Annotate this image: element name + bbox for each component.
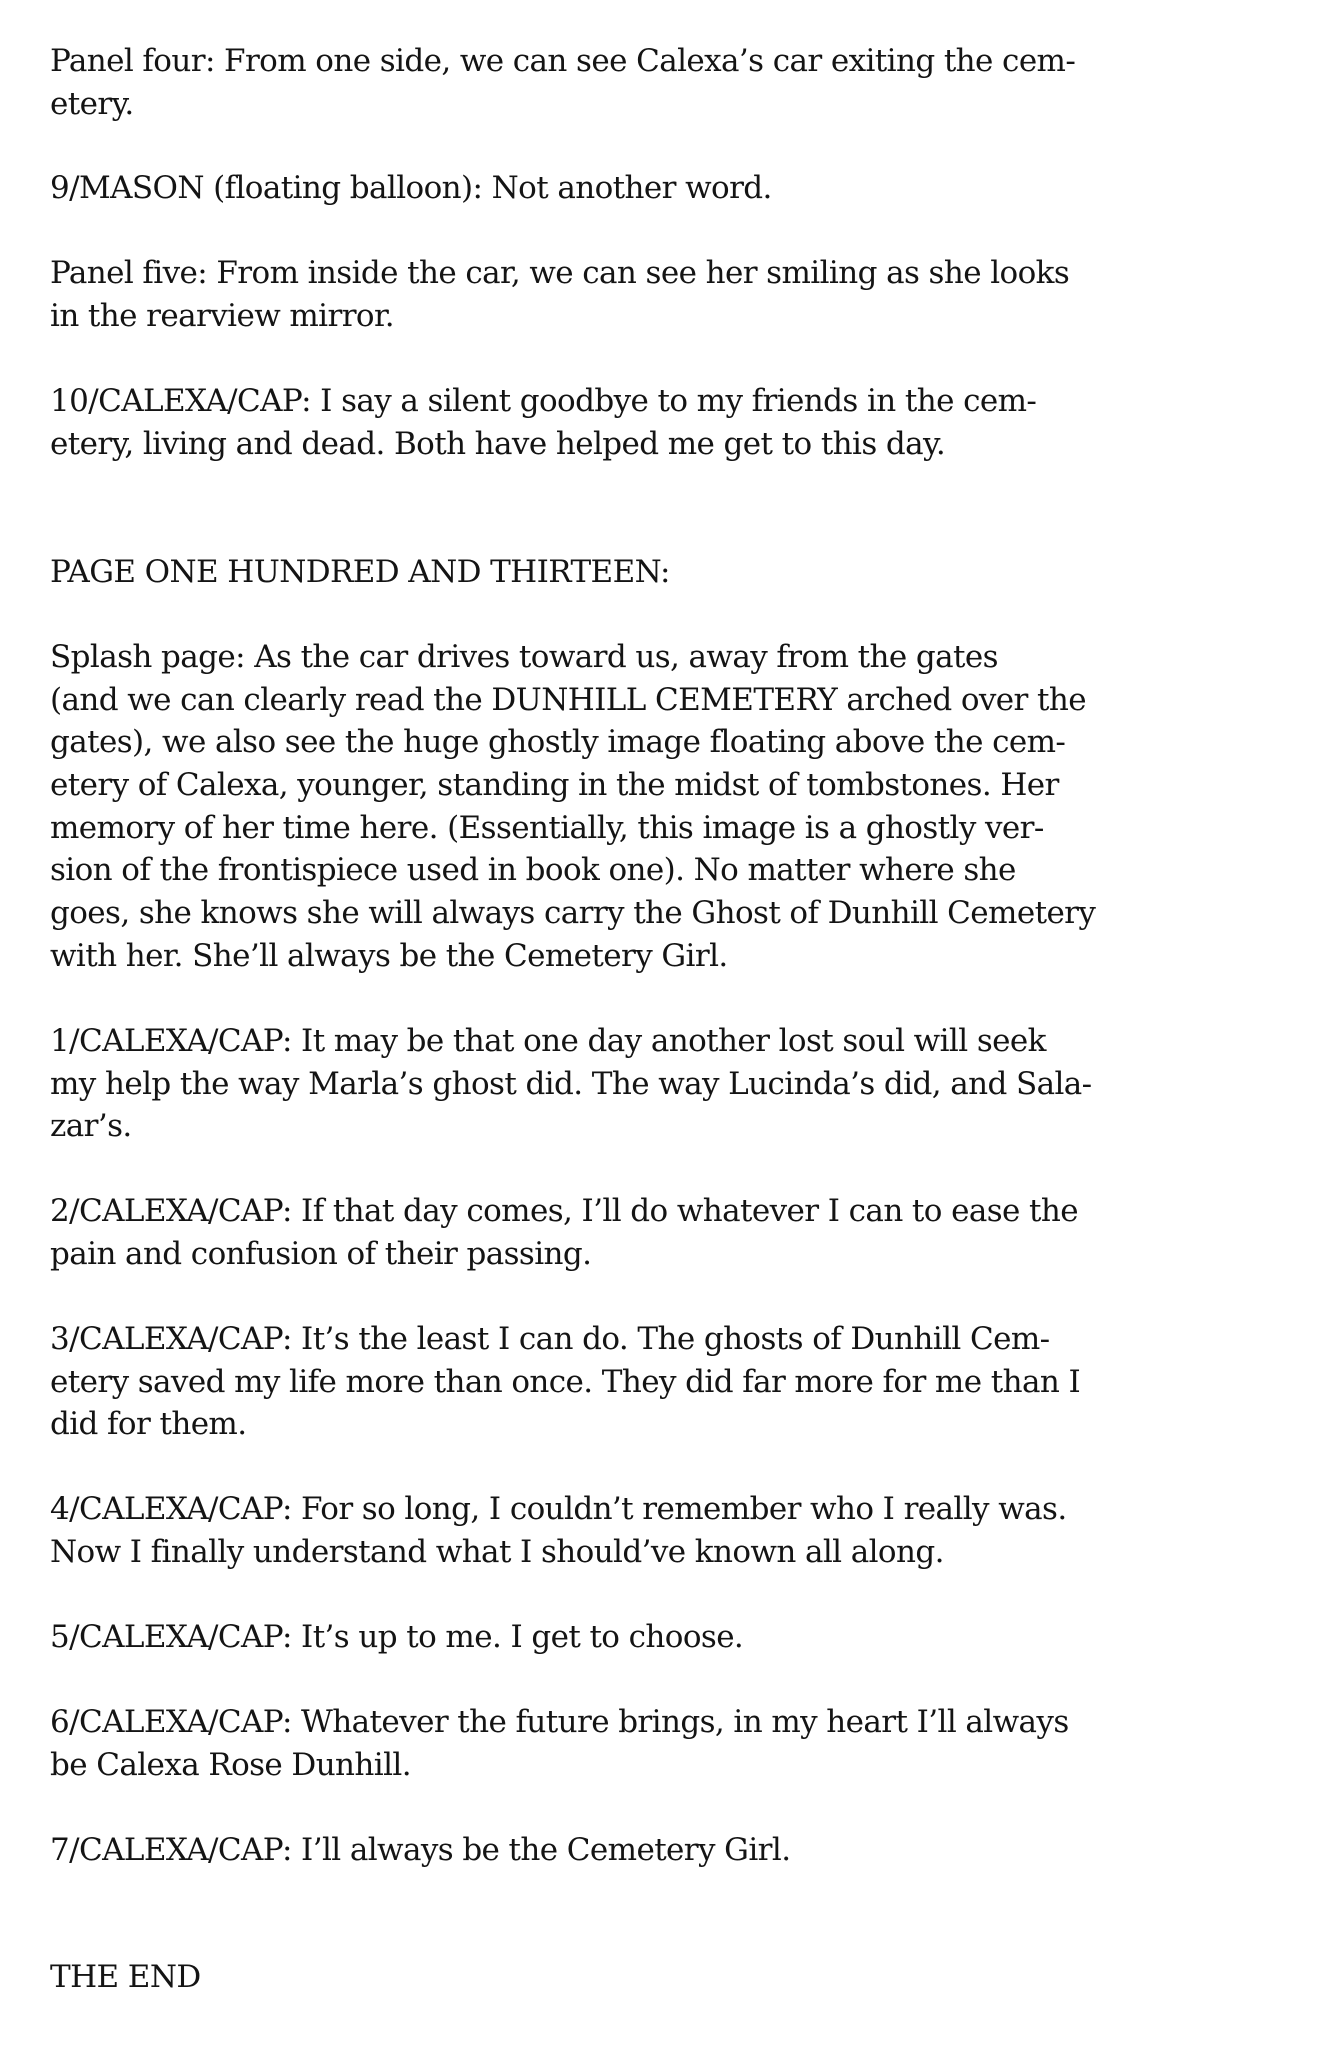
calexa-cap-3-line-3: did for them.: [50, 1406, 247, 1442]
calexa-cap-10-line-2: etery, living and dead. Both have helped me get to this day.: [50, 426, 946, 462]
calexa-cap-3-line-2: etery saved my life more than once. They did far more for me than I: [50, 1364, 1081, 1400]
splash-line-4: etery of Calexa, younger, standing in the midst of tombstones. Her: [50, 767, 1059, 803]
splash-line-2: (and we can clearly read the DUNHILL CEMETERY arched over the: [50, 682, 1086, 718]
calexa-cap-3-line-1: 3/CALEXA/CAP: It’s the least I can do. The ghosts of Dunhill Cem-: [50, 1321, 1050, 1357]
calexa-cap-7-line: 7/CALEXA/CAP: I’ll always be the Cemetery Girl.: [50, 1832, 791, 1868]
calexa-cap-1-line-1: 1/CALEXA/CAP: It may be that one day another lost soul will seek: [50, 1023, 1046, 1059]
panel-four-line-2: etery.: [50, 86, 134, 122]
calexa-cap-6-line-1: 6/CALEXA/CAP: Whatever the future brings, in my heart I’ll always: [50, 1704, 1069, 1740]
splash-line-5: memory of her time here. (Essentially, this image is a ghostly ver-: [50, 810, 1044, 846]
calexa-cap-1-line-3: zar’s.: [50, 1108, 132, 1144]
calexa-cap-1-line-2: my help the way Marla’s ghost did. The way Lucinda’s did, and Sala-: [50, 1066, 1092, 1102]
the-end: THE END: [50, 1959, 201, 1995]
splash-line-8: with her. She’ll always be the Cemetery Girl.: [50, 938, 728, 974]
splash-line-3: gates), we also see the huge ghostly image floating above the cem-: [50, 724, 1066, 760]
calexa-cap-6-line-2: be Calexa Rose Dunhill.: [50, 1747, 411, 1783]
splash-line-1: Splash page: As the car drives toward us, away from the gates: [50, 639, 998, 675]
calexa-cap-2-line-2: pain and confusion of their passing.: [50, 1236, 592, 1272]
calexa-cap-4-line-1: 4/CALEXA/CAP: For so long, I couldn’t remember who I really was.: [50, 1491, 1067, 1527]
panel-five-line-2: in the rearview mirror.: [50, 298, 395, 334]
calexa-cap-2-line-1: 2/CALEXA/CAP: If that day comes, I’ll do whatever I can to ease the: [50, 1193, 1079, 1229]
panel-four-line-1: Panel four: From one side, we can see Calexa’s car exiting the cem-: [50, 43, 1076, 79]
panel-five-line-1: Panel five: From inside the car, we can see her smiling as she looks: [50, 255, 1070, 291]
calexa-cap-4-line-2: Now I finally understand what I should’ve known all along.: [50, 1534, 944, 1570]
page-heading: PAGE ONE HUNDRED AND THIRTEEN:: [50, 554, 670, 590]
calexa-cap-5-line: 5/CALEXA/CAP: It’s up to me. I get to choose.: [50, 1619, 744, 1655]
calexa-cap-10-line-1: 10/CALEXA/CAP: I say a silent goodbye to my friends in the cem-: [50, 383, 1037, 419]
splash-line-6: sion of the frontispiece used in book one). No matter where she: [50, 852, 1016, 888]
mason-balloon-line: 9/MASON (floating balloon): Not another word.: [50, 170, 772, 206]
splash-line-7: goes, she knows she will always carry the Ghost of Dunhill Cemetery: [50, 895, 1096, 931]
